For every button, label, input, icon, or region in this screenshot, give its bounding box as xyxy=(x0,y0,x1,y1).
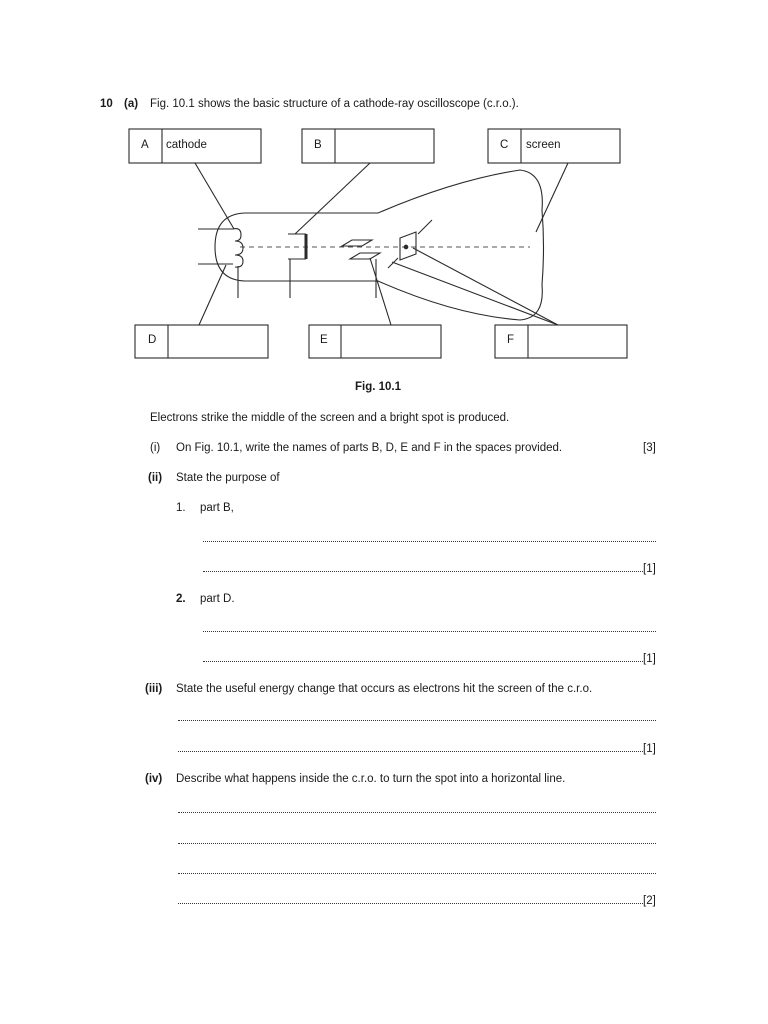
label-box-f xyxy=(495,325,627,358)
part-ii-sub1-text: part B, xyxy=(200,502,234,514)
answer-line[interactable] xyxy=(203,571,643,572)
part-iii-number: (iii) xyxy=(145,683,163,695)
answer-line[interactable] xyxy=(178,843,656,844)
leader-b xyxy=(295,163,370,234)
answer-line[interactable] xyxy=(203,661,643,662)
question-number: 10 xyxy=(100,98,113,110)
answer-line[interactable] xyxy=(178,903,643,904)
label-letter-e: E xyxy=(320,334,328,346)
part-ii-text: State the purpose of xyxy=(176,472,280,484)
label-box-e xyxy=(309,325,441,358)
answer-line[interactable] xyxy=(178,751,643,752)
part-ii-sub1-number: 1. xyxy=(176,502,186,514)
part-iii-text: State the useful energy change that occurs as electrons hit the screen of the c.r.o. xyxy=(176,683,593,695)
part-ii-number: (ii) xyxy=(148,472,163,484)
part-ii-sub2-marks: [1] xyxy=(643,653,656,665)
statement-text: Electrons strike the middle of the screen and a bright spot is produced. xyxy=(150,412,510,424)
part-iv-text: Describe what happens inside the c.r.o. to turn the spot into a horizontal line. xyxy=(176,773,566,785)
label-text-c: screen xyxy=(526,139,561,151)
label-letter-c: C xyxy=(500,139,509,151)
part-i-marks: [3] xyxy=(643,442,656,454)
leader-c xyxy=(536,163,568,232)
part-ii-sub2-number: 2. xyxy=(176,593,186,605)
label-text-a: cathode xyxy=(166,139,207,151)
figure-caption: Fig. 10.1 xyxy=(355,381,402,393)
deflection-plates xyxy=(342,240,380,259)
leader-e xyxy=(370,258,391,325)
label-letter-a: A xyxy=(141,139,149,151)
answer-line[interactable] xyxy=(178,873,656,874)
heater-coil xyxy=(233,229,243,268)
part-iv-number: (iv) xyxy=(145,773,163,785)
leader-f2 xyxy=(392,262,558,325)
label-letter-b: B xyxy=(314,139,322,151)
part-ii-sub1-marks: [1] xyxy=(643,563,656,575)
question-intro: Fig. 10.1 shows the basic structure of a cathode-ray oscilloscope (c.r.o.). xyxy=(150,98,519,110)
leader-a xyxy=(195,163,234,229)
question-part: (a) xyxy=(124,98,139,110)
answer-line[interactable] xyxy=(203,631,656,632)
label-letter-d: D xyxy=(148,334,157,346)
leader-d xyxy=(199,265,226,325)
answer-line[interactable] xyxy=(178,720,656,721)
label-letter-f: F xyxy=(507,334,515,346)
x-plates xyxy=(388,220,432,268)
cro-diagram xyxy=(0,0,768,380)
part-iv-marks: [2] xyxy=(643,895,656,907)
answer-line[interactable] xyxy=(178,812,656,813)
tube-outline xyxy=(215,170,544,320)
leader-f1 xyxy=(413,248,558,325)
part-iii-marks: [1] xyxy=(643,743,656,755)
part-i-text: On Fig. 10.1, write the names of parts B, D, E and F in the spaces provided. xyxy=(176,442,563,454)
part-ii-sub2-text: part D. xyxy=(200,593,235,605)
answer-line[interactable] xyxy=(203,541,656,542)
part-i-number: (i) xyxy=(150,442,161,454)
